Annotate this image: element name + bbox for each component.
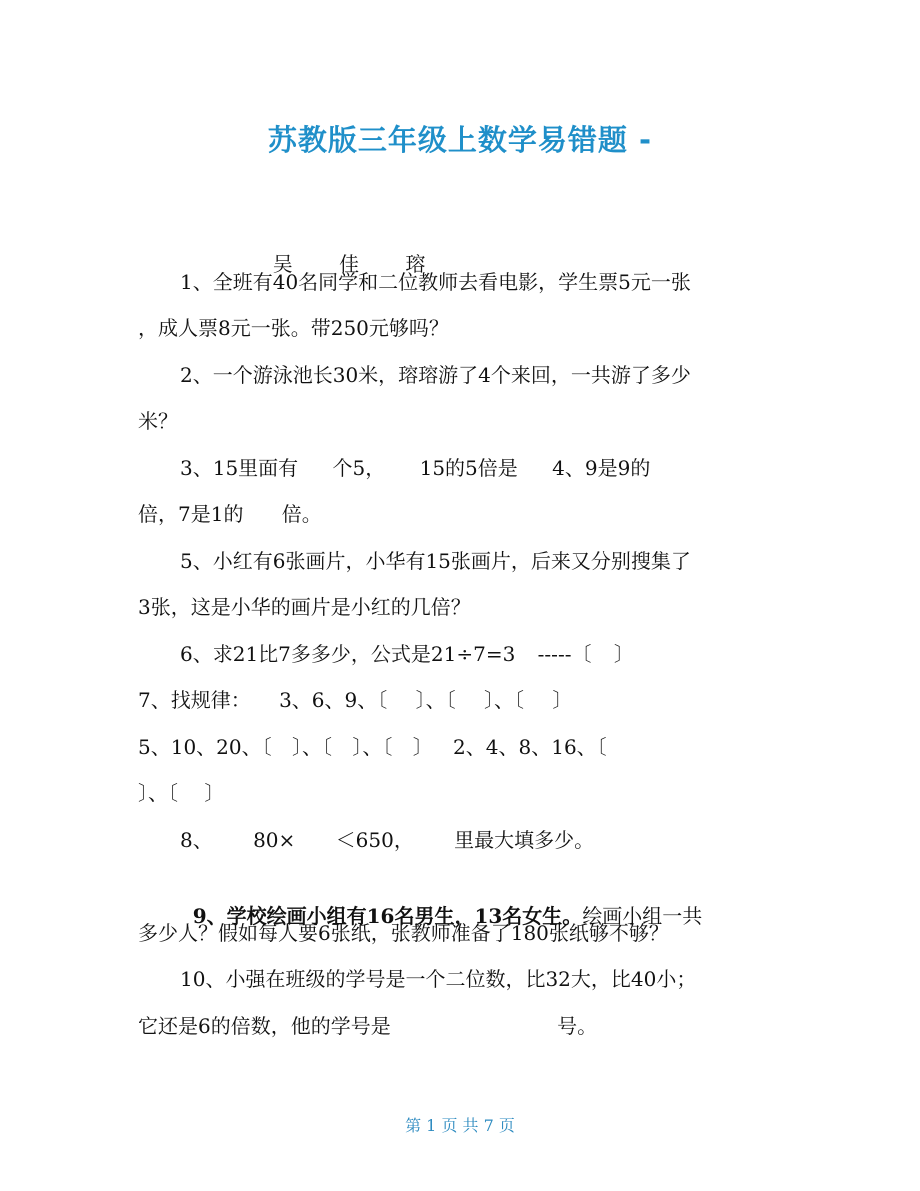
document-title: 苏教版三年级上数学易错题 - bbox=[267, 123, 653, 157]
question-9-bold-text: 9、学校绘画小组有16名男生，13名女生。 bbox=[192, 904, 583, 928]
question-5-line-2: 3张，这是小华的画片是小红的几倍？ bbox=[138, 595, 471, 619]
question-8-line: 8、 80× ＜650， 里最大填多少。 bbox=[180, 828, 595, 852]
question-6-line: 6、求21比7多多少，公式是21÷7=3 -----〔 〕 bbox=[180, 642, 634, 666]
question-2-line-2: 米？ bbox=[138, 409, 178, 433]
question-10-line-1: 10、小强在班级的学号是一个二位数，比32大，比40小； bbox=[180, 967, 697, 991]
question-5-line-1: 5、小红有6张画片，小华有15张画片，后来又分别搜集了 bbox=[180, 549, 691, 573]
author-text: 吴 佳 瑢 bbox=[272, 252, 426, 276]
question-9-line-2: 多少人？假如每人要6张纸，张教师准备了180张纸够不够？ bbox=[138, 921, 669, 945]
question-3-4-line-1: 3、15里面有 个5， 15的5倍是 4、9是9的 bbox=[180, 456, 651, 480]
question-10-line-2: 它还是6的倍数，他的学号是 号。 bbox=[138, 1014, 598, 1038]
question-7-line-2: 5、10、20、〔 〕、〔 〕、〔 〕 2、4、8、16、〔 bbox=[138, 735, 607, 759]
question-4-line-2: 倍，7是1的 倍。 bbox=[138, 502, 322, 526]
page-footer: 第 1 页 共 7 页 bbox=[405, 1116, 515, 1135]
question-9-text: 绘画小组一共 bbox=[582, 904, 703, 928]
question-7-line-3: 〕、〔 〕 bbox=[138, 781, 225, 805]
question-1-line-1: 1、全班有40名同学和二位教师去看电影，学生票5元一张 bbox=[180, 270, 691, 294]
question-7-line-1: 7、找规律： 3、6、9、〔 〕、〔 〕、〔 〕 bbox=[138, 688, 573, 712]
question-2-line-1: 2、一个游泳池长30米，瑢瑢游了4个来回，一共游了多少 bbox=[180, 363, 691, 387]
question-1-line-2: ，成人票8元一张。带250元够吗？ bbox=[138, 316, 449, 340]
